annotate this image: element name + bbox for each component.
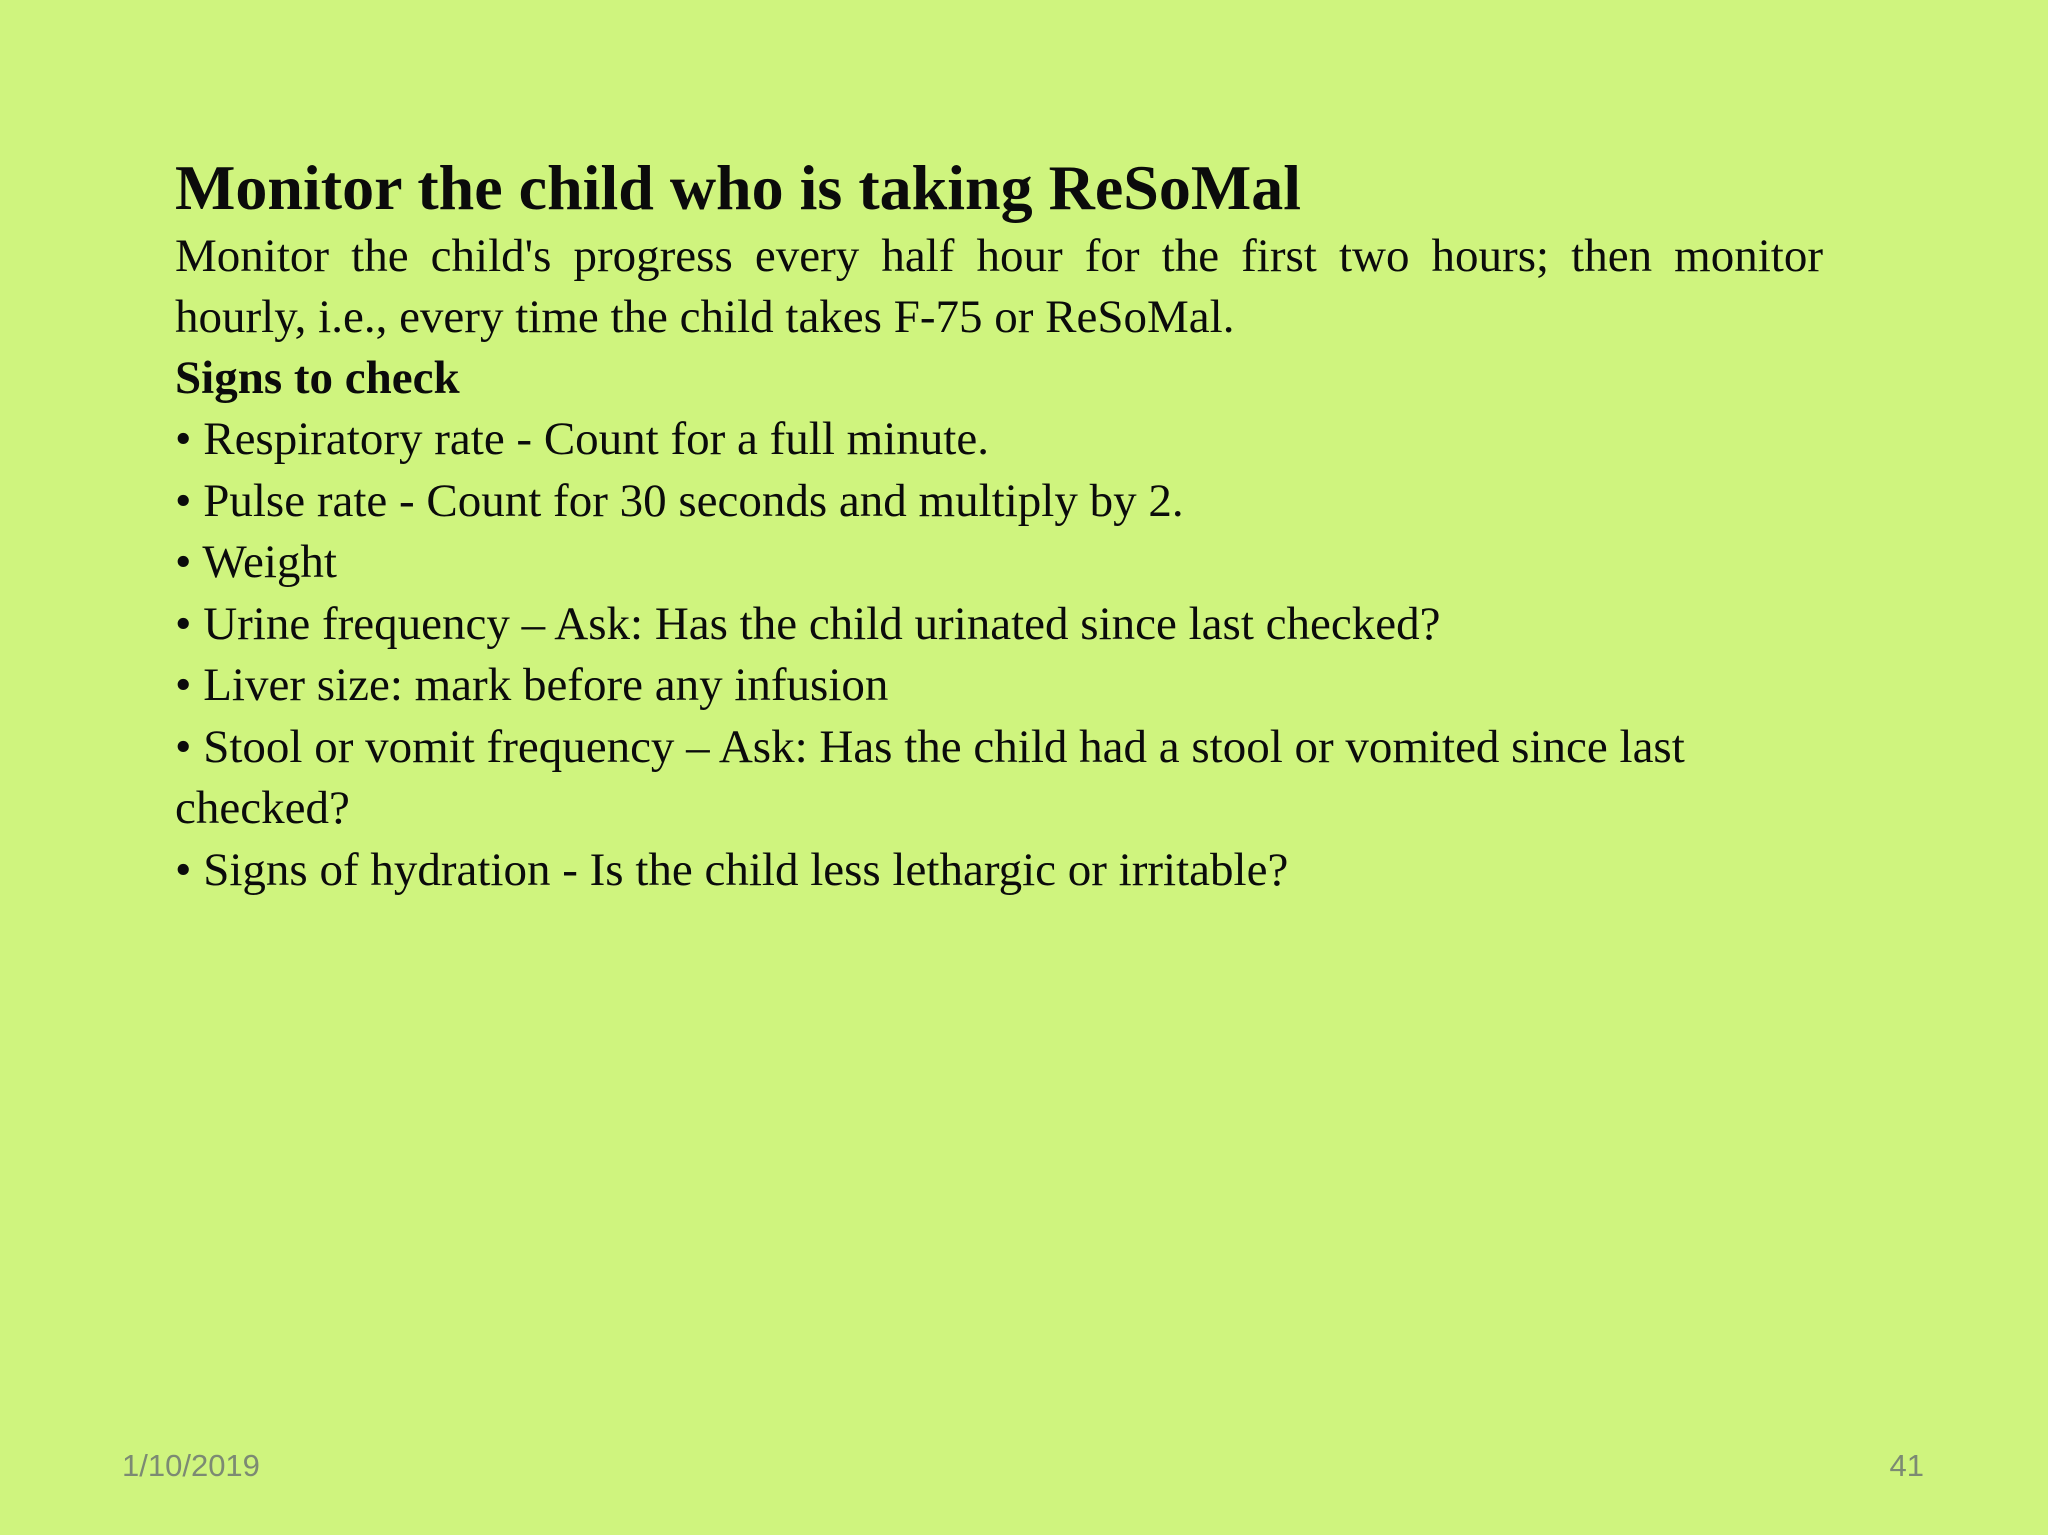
list-item-text: Signs of hydration - Is the child less lethargic or irritable? [203,843,1289,896]
bullet-icon: • [175,597,192,650]
list-item-text: Weight [202,536,337,588]
bullet-icon: • [175,659,192,711]
list-item-text: Liver size: mark before any infusion [203,659,889,711]
list-item [175,655,1823,717]
list-item-text: Urine frequency – Ask: Has the child urinated since last checked? [203,597,1441,650]
list-item-text: Respiratory rate - Count for a full minute. [203,413,989,465]
list-item [175,717,1823,840]
list-item [175,840,1823,902]
footer-page-number: 41 [1889,1448,1924,1483]
list-item [175,532,1823,594]
list-item-text: Pulse rate - Count for 30 seconds and multiply by 2. [203,474,1184,527]
list-item [175,471,1823,533]
bullet-icon: • [175,843,192,896]
signs-subheading: Signs to check [175,352,460,404]
list-item-text: Stool or vomit frequency – Ask: Has the child had a stool or vomited since last checked? [175,720,1685,834]
slide-content [175,150,1823,901]
footer-date: 1/10/2019 [122,1448,260,1483]
list-item [175,594,1823,656]
signs-list [175,409,1823,901]
bullet-icon: • [175,413,192,465]
intro-paragraph: Monitor the child's progress every half hour for the first two hours; then monitor hourly, i.e., every time the child takes F-75 or ReSoMal. [175,230,1823,343]
bullet-icon: • [175,536,192,588]
bullet-icon: • [175,474,192,527]
bullet-icon: • [175,720,192,773]
list-item [175,409,1823,471]
slide-title: Monitor the child who is taking ReSoMal [175,152,1301,223]
